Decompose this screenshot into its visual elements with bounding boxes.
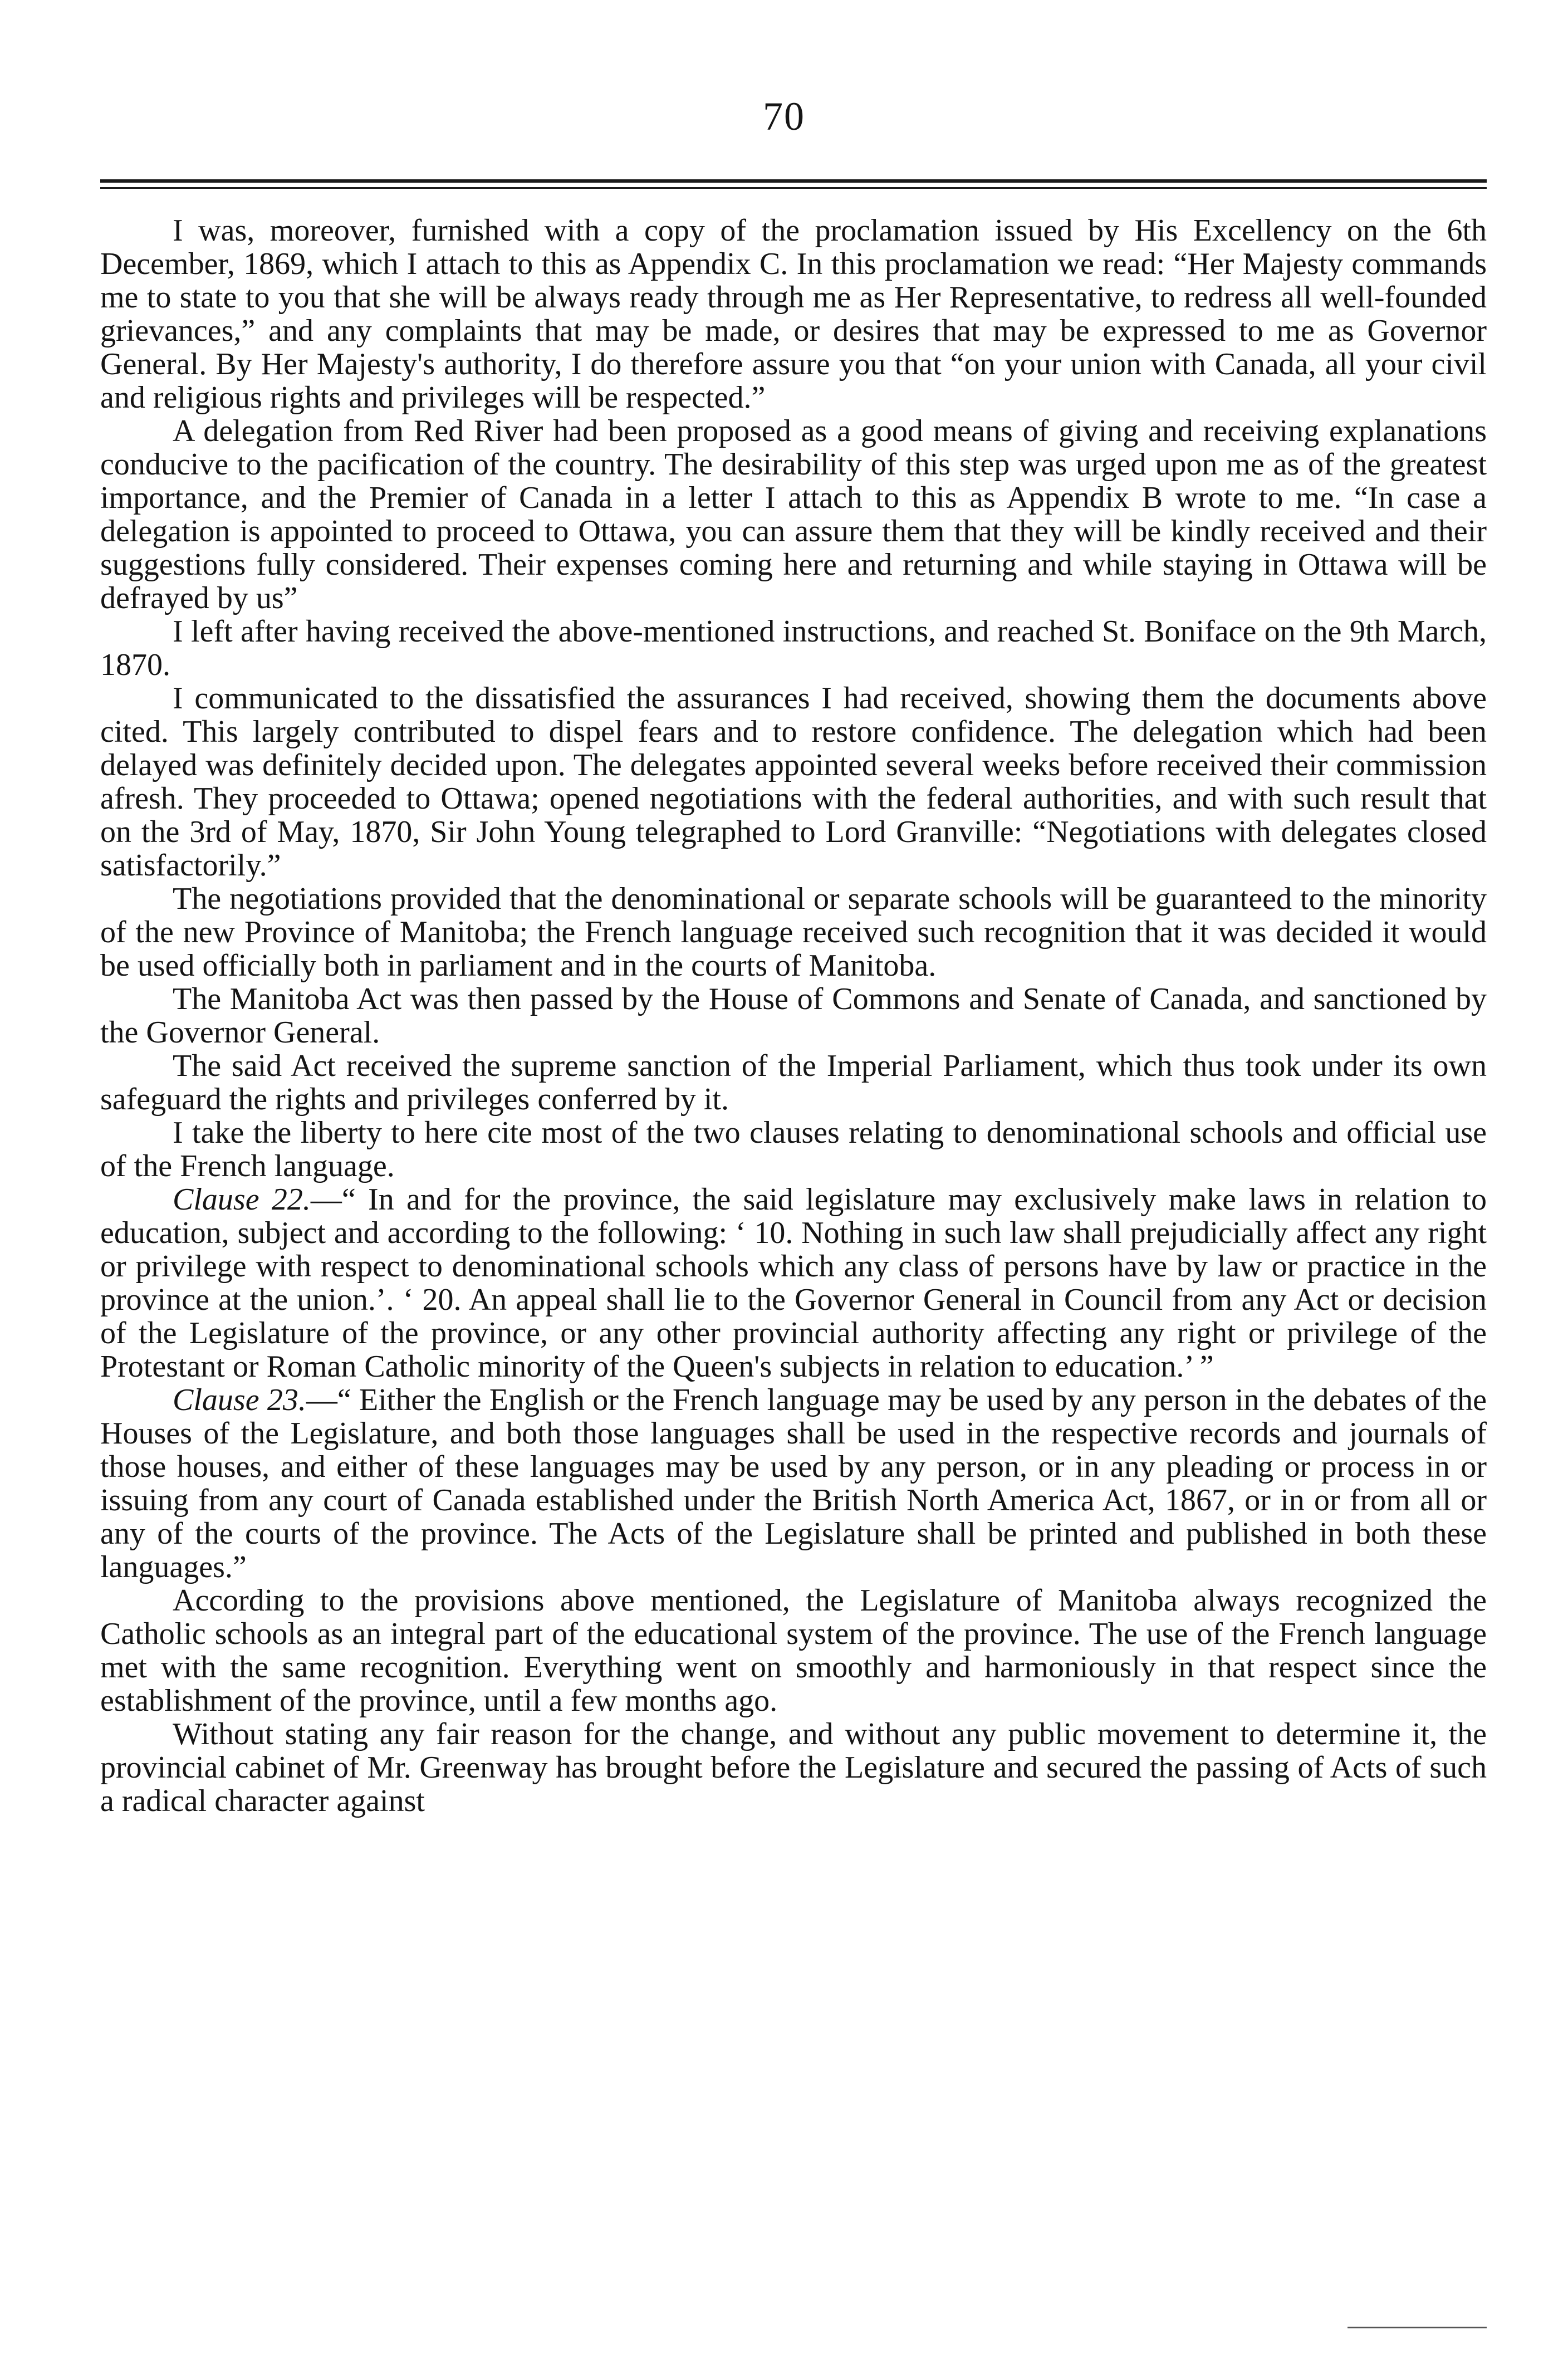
clause-22-label: Clause 22. (173, 1182, 311, 1217)
paragraph-delegation: A delegation from Red River had been proposed as a good means of giving and receiving explanations conducive to the pacification of the country. The desirability of this step was urged upon me as of the greatest importance, and the Premier of Canada in a letter I attach to this as Appendix B wrote to me. “In case a delegation is appointed to proceed to Ottawa, you can assure them that they will be kindly received and their suggestions fully considered. Their expenses coming here and returning and while staying in Ottawa will be defrayed by us” (100, 414, 1487, 615)
clause-23-text: —“ Either the English or the French language may be used by any person in the debates of the Houses of the Legislature, and both those languages shall be used in the respective records and journals of those houses, and either of these languages may be used by any person, or in any pleading or process in or issuing from any court of Canada established under the British North America Act, 1867, or in or from all or any of the courts of the province. The Acts of the Legislature shall be printed and published in both these languages.” (100, 1383, 1487, 1584)
paragraph-greenway-acts: Without stating any fair reason for the change, and without any public movement to determine it, the provincial cabinet of Mr. Greenway has brought before the Legislature and secured the passing of Acts of such a radical character against (100, 1717, 1487, 1818)
page-number: 70 (763, 94, 805, 139)
paragraph-clauses-intro: I take the liberty to here cite most of the two clauses relating to denominational schools and official use of the French language. (100, 1115, 1487, 1183)
paragraph-imperial-sanction: The said Act received the supreme sanction of the Imperial Parliament, which thus took under its own safeguard the rights and privileges conferred by it. (100, 1049, 1487, 1117)
body-text (100, 214, 1487, 1818)
clause-22 (100, 1183, 1487, 1383)
paragraph-proclamation: I was, moreover, furnished with a copy of the proclamation issued by His Excellency on the 6th December, 1869, which I attach to this as Appendix C. In this proclamation we read: “Her Majesty commands me to state to you that she will be always ready through me as Her Representative, to redress all well-founded grievances,” and any complaints that may be made, or desires that may be expressed to me as Governor General. By Her Majesty's authority, I do therefore assure you that “on your union with Canada, all your civil and religious rights and privileges will be respected.” (100, 213, 1487, 415)
header-rule-thick (100, 179, 1487, 183)
paragraph-provisions: The negotiations provided that the denominational or separate schools will be guaranteed to the minority of the new Province of Manitoba; the French language received such recognition that it was decided it would be used officially both in parliament and in the courts of Manitoba. (100, 882, 1487, 983)
paragraph-recognition: According to the provisions above mentioned, the Legislature of Manitoba always recognized the Catholic schools as an integral part of the educational system of the province. The use of the French language met with the same recognition. Everything went on smoothly and harmoniously in that respect since the establishment of the province, until a few months ago. (100, 1583, 1487, 1718)
clause-23-label: Clause 23. (173, 1383, 306, 1417)
paragraph-negotiations: I communicated to the dissatisfied the assurances I had received, showing them the documents above cited. This largely contributed to dispel fears and to restore confidence. The delegation which had been delayed was definitely decided upon. The delegates appointed several weeks before received their commission afresh. They proceeded to Ottawa; opened negotiations with the federal authorities, and with such result that on the 3rd of May, 1870, Sir John Young telegraphed to Lord Granville: “Negotiations with delegates closed satisfactorily.” (100, 681, 1487, 883)
paragraph-manitoba-act: The Manitoba Act was then passed by the House of Commons and Senate of Canada, and sanctioned by the Governor General. (100, 982, 1487, 1050)
clause-22-text: —“ In and for the province, the said legislature may exclusively make laws in relation to education, subject and according to the following: ‘ 10. Nothing in such law shall prejudicially affect any right or privilege with respect to denominational schools which any class of persons have by law or practice in the province at the union.’. ‘ 20. An appeal shall lie to the Governor General in Council from any Act or decision of the Legislature of the province, or any other provincial authority affecting any right or privilege of the Protestant or Roman Catholic minority of the Queen's subjects in relation to education.’ ” (100, 1182, 1487, 1384)
clause-23 (100, 1383, 1487, 1584)
footer-rule (1347, 2327, 1487, 2328)
paragraph-departure: I left after having received the above-mentioned instructions, and reached St. Boniface on the 9th March, 1870. (100, 614, 1487, 682)
header-rule-thin (100, 187, 1487, 189)
